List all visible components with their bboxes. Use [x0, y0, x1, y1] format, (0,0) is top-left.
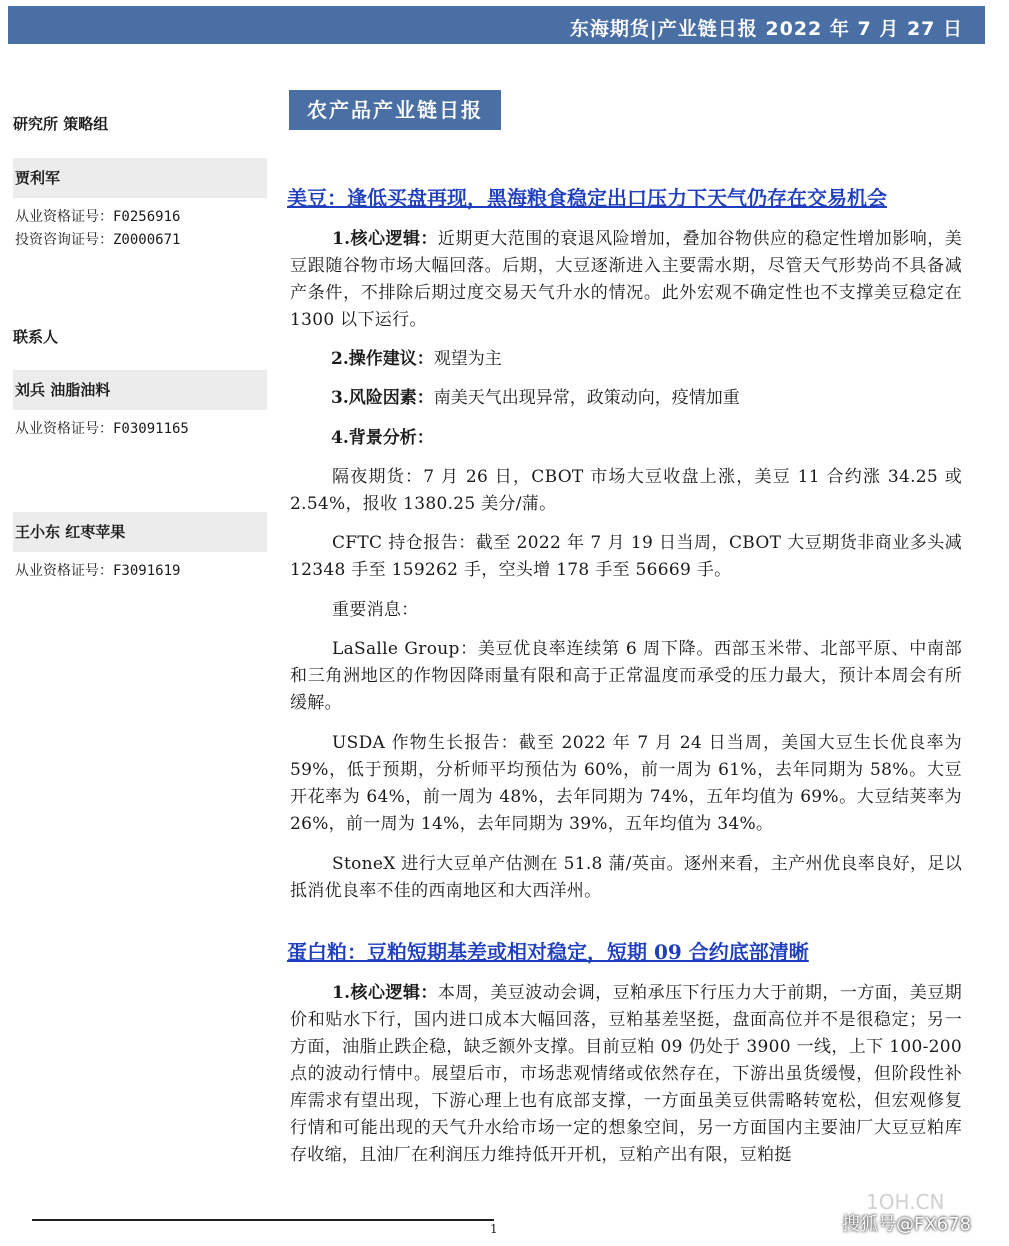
meal-core-logic [290, 980, 962, 1169]
footer-line [32, 1219, 494, 1221]
meal-core-lead: 1.核心逻辑： [332, 983, 438, 1003]
analyst-cert-2: 投资咨询证号：Z0000671 [15, 232, 181, 248]
soy-core-lead: 1.核心逻辑： [332, 229, 438, 249]
soy-core-text: 近期更大范围的衰退风险增加，叠加谷物供应的稳定性增加影响，美豆跟随谷物市场大幅回落。后期，大豆逐渐进入主要需水期，尽管天气形势尚不具备减产条件，不排除后期过度交易天气升水的情况。此外宏观不确定性也不支撑美豆稳定在 1300 以下运行。 [290, 229, 962, 330]
analyst-cert-1: 从业资格证号：F0256916 [15, 209, 181, 225]
contact-cert-2: 从业资格证号：F3091619 [15, 563, 181, 579]
watermark: 搜狐号@FX678 [842, 1214, 972, 1235]
soy-para-4: LaSalle Group：美豆优良率连续第 6 周下降。西部玉米带、北部平原、中南部和三角洲地区的作物因降雨量有限和高于正常温度而承受的压力最大，预计本周会有所缓解。 [290, 639, 962, 713]
contact-name-2: 王小东 红枣苹果 [13, 512, 267, 552]
soy-op-text: 观望为主 [433, 349, 502, 369]
analyst-block [13, 158, 267, 252]
soy-risk-lead: 3.风险因素： [331, 388, 434, 408]
sidebar-org: 研究所 策略组 [13, 115, 109, 133]
soy-para-3: 重要消息： [332, 600, 419, 620]
soy-para-1: 隔夜期货：7 月 26 日，CBOT 市场大豆收盘上涨，美豆 11 合约涨 34.25 或 2.54%，报收 1380.25 美分/蒲。 [290, 467, 962, 514]
page-number: 1 [490, 1222, 498, 1236]
soy-para-6: StoneX 进行大豆单产估测在 51.8 蒲/英亩。逐州来看，主产州优良率良好，足以抵消优良率不佳的西南地区和大西洋州。 [290, 854, 962, 901]
section-badge: 农产品产业链日报 [289, 90, 501, 130]
meal-heading[interactable]: 蛋白粕：豆粕短期基差或相对稳定，短期 09 合约底部清晰 [287, 940, 809, 964]
soy-core-logic [290, 226, 962, 334]
meal-core-text: 本周，美豆波动会调，豆粕承压下行压力大于前期，一方面，美豆期价和贴水下行，国内进口成本大幅回落，豆粕基差坚挺，盘面高位并不是很稳定；另一方面，油脂止跌企稳，缺乏额外支撑。目前豆粕 09 仍处于 3900 一线，上下 100-200 点的波动行情中。展望后市，市场悲观情绪或依然存在，下游出虽货缓慢，但阶段性补库需求有望出现，下游心理上也有底部支撑，一方面虽美豆供需略转宽松，但宏观修复行情和可能出现的天气升水给市场一定的想象空间，另一方面国内主要油厂大豆豆粕库存收缩，且油厂在利润压力维持低开开机，豆粕产出有限，豆粕挺 [290, 983, 962, 1165]
soy-para-2: CFTC 持仓报告：截至 2022 年 7 月 19 日当周，CBOT 大豆期货非商业多头减 12348 手至 159262 手，空头增 178 手至 56669 手。 [290, 533, 962, 580]
contact-block-2 [13, 512, 267, 583]
soy-heading[interactable]: 美豆：逢低买盘再现，黑海粮食稳定出口压力下天气仍存在交易机会 [287, 186, 887, 210]
watermark-secondary: 1OH.CN [866, 1190, 945, 1214]
soy-para-5: USDA 作物生长报告：截至 2022 年 7 月 24 日当周，美国大豆生长优良率为 59%，低于预期，分析师平均预估为 60%，前一周为 61%，去年同期为 58%。大豆开花率为 64%，前一周为 48%，去年同期为 74%，五年均值为 69%。大豆结荚率为 26%，前一周为 14%，去年同期为 39%，五年均值为 34%。 [290, 733, 962, 834]
soy-risk-text: 南美天气出现异常，政策动向，疫情加重 [433, 388, 740, 408]
soy-op-lead: 2.操作建议： [331, 349, 434, 369]
soy-operation [331, 346, 502, 373]
contact-block-1 [13, 370, 267, 441]
header-bar [8, 6, 985, 44]
contact-label: 联系人 [13, 328, 59, 346]
soy-background [331, 425, 434, 452]
header-title: 东海期货|产业链日报 2022 年 7 月 27 日 [569, 18, 963, 40]
soy-risk [331, 385, 740, 412]
analyst-name: 贾利军 [13, 158, 267, 198]
contact-cert-1: 从业资格证号：F03091165 [15, 421, 189, 437]
contact-name-1: 刘兵 油脂油料 [13, 370, 267, 410]
soy-bg-lead: 4.背景分析： [331, 428, 434, 448]
